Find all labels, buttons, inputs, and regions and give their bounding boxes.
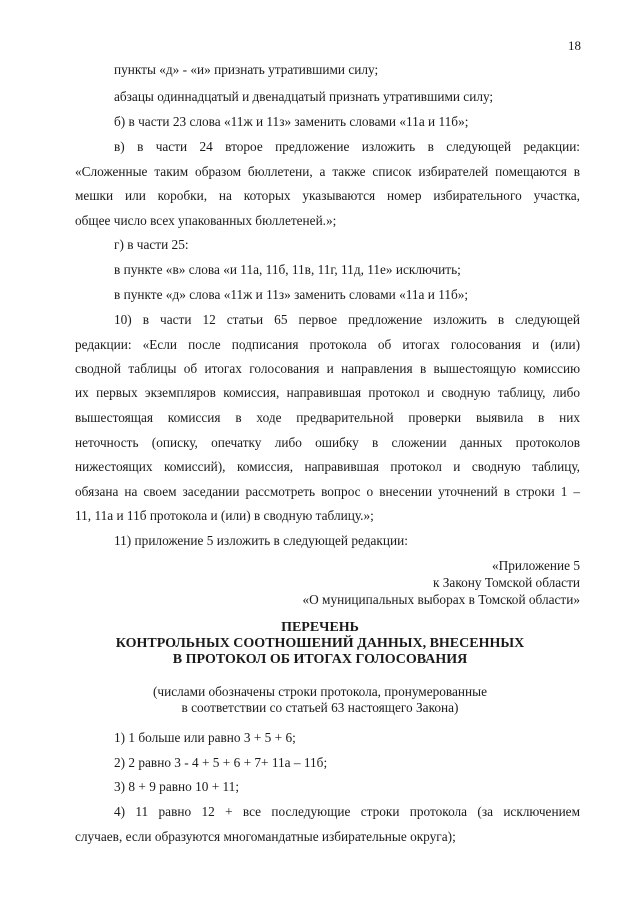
text-line: г) в части 25: xyxy=(114,237,189,252)
list-item: случаев, если образуются многомандатные избирательные округа); xyxy=(75,829,456,844)
appendix-line: «Приложение 5 xyxy=(492,558,580,573)
heading-line: ПЕРЕЧЕНЬ xyxy=(281,620,359,635)
subheading-line: в соответствии со статьей 63 настоящего Закона) xyxy=(181,700,459,715)
heading-line: КОНТРОЛЬНЫХ СООТНОШЕНИЙ ДАННЫХ, ВНЕСЕННЫХ xyxy=(115,636,525,651)
heading-line: В ПРОТОКОЛ ОБ ИТОГАХ ГОЛОСОВАНИЯ xyxy=(172,652,468,667)
text-line: 10) в части 12 статьи 65 первое предложение изложить в следующей xyxy=(114,312,580,327)
text-line: общее число всех упакованных бюллетеней.»; xyxy=(75,213,337,228)
list-item: 3) 8 + 9 равно 10 + 11; xyxy=(114,779,240,794)
text-line: нижестоящих комиссий), комиссия, направившая протокол и сводную таблицу, xyxy=(75,459,580,474)
text-line: пункты «д» - «и» признать утратившими силу; xyxy=(114,62,379,77)
text-line: абзацы одиннадцатый и двенадцатый признать утратившими силу; xyxy=(114,89,494,104)
text-line: б) в части 23 слова «11ж и 11з» заменить словами «11а и 11б»; xyxy=(114,114,469,129)
text-line: неточность (описку, опечатку либо ошибку в сложении данных протоколов xyxy=(75,435,580,450)
text-line: обязана на своем заседании рассмотреть вопрос о внесении уточнений в строки 1 – xyxy=(75,484,580,499)
page-number: 18 xyxy=(568,38,581,53)
subheading-line: (числами обозначены строки протокола, пронумерованные xyxy=(152,684,487,699)
text-line: вышестоящая комиссия в ходе предварительной проверки выявила в них xyxy=(75,410,580,425)
text-line: «Сложенные таким образом бюллетени, а также список избирателей помещаются в xyxy=(75,164,580,179)
text-line: сводной таблицы об итогах голосования и направления в вышестоящую комиссию xyxy=(75,361,580,376)
list-item: 4) 11 равно 12 + все последующие строки протокола (за исключением xyxy=(114,804,580,819)
text-line: редакции: «Если после подписания протокола об итогах голосования и (или) xyxy=(75,337,580,352)
text-line: мешки или коробки, на которых указываются номер избирательного участка, xyxy=(75,188,580,203)
text-line: 11) приложение 5 изложить в следующей редакции: xyxy=(114,533,408,548)
text-line: в пункте «д» слова «11ж и 11з» заменить словами «11а и 11б»; xyxy=(114,287,469,302)
text-line: в) в части 24 второе предложение изложить в следующей редакции: xyxy=(114,139,580,154)
appendix-line: «О муниципальных выборах в Томской области» xyxy=(302,592,580,607)
text-line: 11, 11а и 11б протокола и (или) в сводную таблицу.»; xyxy=(75,508,374,523)
text-line: в пункте «в» слова «и 11а, 11б, 11в, 11г, 11д, 11е» исключить; xyxy=(114,262,461,277)
list-item: 1) 1 больше или равно 3 + 5 + 6; xyxy=(114,730,296,745)
list-item: 2) 2 равно 3 - 4 + 5 + 6 + 7+ 11а – 11б; xyxy=(114,755,328,770)
text-line: их первых экземпляров комиссия, направившая протокол и сводную таблицу, либо xyxy=(75,385,580,400)
appendix-line: к Закону Томской области xyxy=(432,575,580,590)
